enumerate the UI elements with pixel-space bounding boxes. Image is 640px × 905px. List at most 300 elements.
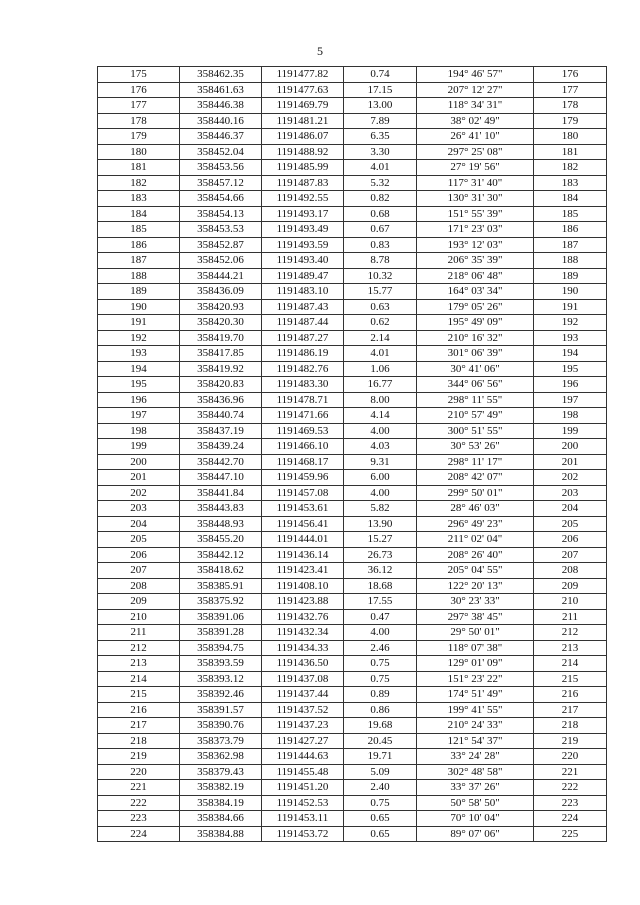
y-coordinate-cell: 1191478.71 [262, 392, 344, 408]
table-row [98, 454, 607, 470]
distance-cell: 36.12 [344, 563, 417, 579]
next-point-number-cell: 179 [534, 113, 607, 129]
distance-cell: 4.03 [344, 439, 417, 455]
table-row [98, 284, 607, 300]
y-coordinate-cell: 1191437.08 [262, 671, 344, 687]
point-number-cell: 199 [98, 439, 180, 455]
direction-angle-cell: 179° 05' 26" [417, 299, 534, 315]
direction-angle-cell: 129° 01' 09" [417, 656, 534, 672]
direction-angle-cell: 151° 55' 39" [417, 206, 534, 222]
table-row [98, 516, 607, 532]
point-number-cell: 208 [98, 578, 180, 594]
table-row [98, 191, 607, 207]
x-coordinate-cell: 358441.84 [180, 485, 262, 501]
next-point-number-cell: 217 [534, 702, 607, 718]
direction-angle-cell: 296° 49' 23" [417, 516, 534, 532]
x-coordinate-cell: 358393.12 [180, 671, 262, 687]
point-number-cell: 203 [98, 501, 180, 517]
point-number-cell: 211 [98, 625, 180, 641]
distance-cell: 17.15 [344, 82, 417, 98]
distance-cell: 9.31 [344, 454, 417, 470]
table-row [98, 594, 607, 610]
y-coordinate-cell: 1191434.33 [262, 640, 344, 656]
table-row [98, 222, 607, 238]
table-row [98, 98, 607, 114]
point-number-cell: 217 [98, 718, 180, 734]
next-point-number-cell: 220 [534, 749, 607, 765]
next-point-number-cell: 219 [534, 733, 607, 749]
table-row [98, 749, 607, 765]
direction-angle-cell: 38° 02' 49" [417, 113, 534, 129]
point-number-cell: 218 [98, 733, 180, 749]
direction-angle-cell: 117° 31' 40" [417, 175, 534, 191]
next-point-number-cell: 221 [534, 764, 607, 780]
y-coordinate-cell: 1191482.76 [262, 361, 344, 377]
distance-cell: 2.40 [344, 780, 417, 796]
table-row [98, 377, 607, 393]
next-point-number-cell: 178 [534, 98, 607, 114]
table-row [98, 501, 607, 517]
direction-angle-cell: 130° 31' 30" [417, 191, 534, 207]
table-row [98, 826, 607, 842]
distance-cell: 18.68 [344, 578, 417, 594]
table-row [98, 175, 607, 191]
direction-angle-cell: 210° 57' 49" [417, 408, 534, 424]
point-number-cell: 177 [98, 98, 180, 114]
direction-angle-cell: 297° 38' 45" [417, 609, 534, 625]
point-number-cell: 175 [98, 67, 180, 83]
distance-cell: 7.89 [344, 113, 417, 129]
y-coordinate-cell: 1191468.17 [262, 454, 344, 470]
next-point-number-cell: 206 [534, 532, 607, 548]
table-row [98, 346, 607, 362]
point-number-cell: 223 [98, 811, 180, 827]
direction-angle-cell: 210° 16' 32" [417, 330, 534, 346]
y-coordinate-cell: 1191437.52 [262, 702, 344, 718]
x-coordinate-cell: 358384.19 [180, 795, 262, 811]
y-coordinate-cell: 1191487.43 [262, 299, 344, 315]
y-coordinate-cell: 1191436.50 [262, 656, 344, 672]
next-point-number-cell: 225 [534, 826, 607, 842]
x-coordinate-cell: 358382.19 [180, 780, 262, 796]
direction-angle-cell: 298° 11' 17" [417, 454, 534, 470]
direction-angle-cell: 50° 58' 50" [417, 795, 534, 811]
direction-angle-cell: 174° 51' 49" [417, 687, 534, 703]
y-coordinate-cell: 1191489.47 [262, 268, 344, 284]
point-number-cell: 181 [98, 160, 180, 176]
next-point-number-cell: 212 [534, 625, 607, 641]
y-coordinate-cell: 1191456.41 [262, 516, 344, 532]
point-number-cell: 212 [98, 640, 180, 656]
point-number-cell: 219 [98, 749, 180, 765]
table-row [98, 206, 607, 222]
distance-cell: 6.00 [344, 470, 417, 486]
point-number-cell: 200 [98, 454, 180, 470]
point-number-cell: 188 [98, 268, 180, 284]
distance-cell: 3.30 [344, 144, 417, 160]
table-row [98, 160, 607, 176]
distance-cell: 0.63 [344, 299, 417, 315]
next-point-number-cell: 177 [534, 82, 607, 98]
distance-cell: 1.06 [344, 361, 417, 377]
direction-angle-cell: 218° 06' 48" [417, 268, 534, 284]
x-coordinate-cell: 358391.57 [180, 702, 262, 718]
x-coordinate-cell: 358453.53 [180, 222, 262, 238]
direction-angle-cell: 210° 24' 33" [417, 718, 534, 734]
table-row [98, 299, 607, 315]
table-row [98, 609, 607, 625]
point-number-cell: 202 [98, 485, 180, 501]
y-coordinate-cell: 1191457.08 [262, 485, 344, 501]
point-number-cell: 206 [98, 547, 180, 563]
next-point-number-cell: 192 [534, 315, 607, 331]
x-coordinate-cell: 358384.88 [180, 826, 262, 842]
table-row [98, 113, 607, 129]
direction-angle-cell: 28° 46' 03" [417, 501, 534, 517]
next-point-number-cell: 200 [534, 439, 607, 455]
next-point-number-cell: 181 [534, 144, 607, 160]
distance-cell: 0.62 [344, 315, 417, 331]
distance-cell: 6.35 [344, 129, 417, 145]
y-coordinate-cell: 1191483.30 [262, 377, 344, 393]
x-coordinate-cell: 358454.66 [180, 191, 262, 207]
distance-cell: 4.00 [344, 423, 417, 439]
next-point-number-cell: 194 [534, 346, 607, 362]
x-coordinate-cell: 358392.46 [180, 687, 262, 703]
direction-angle-cell: 27° 19' 56" [417, 160, 534, 176]
next-point-number-cell: 222 [534, 780, 607, 796]
x-coordinate-cell: 358457.12 [180, 175, 262, 191]
x-coordinate-cell: 358393.59 [180, 656, 262, 672]
distance-cell: 0.75 [344, 656, 417, 672]
y-coordinate-cell: 1191487.83 [262, 175, 344, 191]
next-point-number-cell: 185 [534, 206, 607, 222]
y-coordinate-cell: 1191477.82 [262, 67, 344, 83]
distance-cell: 4.01 [344, 160, 417, 176]
point-number-cell: 196 [98, 392, 180, 408]
table-row [98, 439, 607, 455]
next-point-number-cell: 224 [534, 811, 607, 827]
y-coordinate-cell: 1191469.79 [262, 98, 344, 114]
point-number-cell: 197 [98, 408, 180, 424]
x-coordinate-cell: 358418.62 [180, 563, 262, 579]
point-number-cell: 216 [98, 702, 180, 718]
point-number-cell: 204 [98, 516, 180, 532]
y-coordinate-cell: 1191423.41 [262, 563, 344, 579]
distance-cell: 19.71 [344, 749, 417, 765]
distance-cell: 0.74 [344, 67, 417, 83]
y-coordinate-cell: 1191487.44 [262, 315, 344, 331]
x-coordinate-cell: 358417.85 [180, 346, 262, 362]
point-number-cell: 192 [98, 330, 180, 346]
distance-cell: 5.09 [344, 764, 417, 780]
point-number-cell: 180 [98, 144, 180, 160]
next-point-number-cell: 191 [534, 299, 607, 315]
direction-angle-cell: 33° 37' 26" [417, 780, 534, 796]
distance-cell: 4.00 [344, 485, 417, 501]
next-point-number-cell: 202 [534, 470, 607, 486]
x-coordinate-cell: 358442.12 [180, 547, 262, 563]
table-row [98, 563, 607, 579]
next-point-number-cell: 209 [534, 578, 607, 594]
point-number-cell: 182 [98, 175, 180, 191]
distance-cell: 0.68 [344, 206, 417, 222]
point-number-cell: 176 [98, 82, 180, 98]
point-number-cell: 209 [98, 594, 180, 610]
direction-angle-cell: 171° 23' 03" [417, 222, 534, 238]
distance-cell: 0.67 [344, 222, 417, 238]
distance-cell: 4.01 [344, 346, 417, 362]
next-point-number-cell: 189 [534, 268, 607, 284]
x-coordinate-cell: 358391.06 [180, 609, 262, 625]
distance-cell: 26.73 [344, 547, 417, 563]
next-point-number-cell: 197 [534, 392, 607, 408]
table-row [98, 253, 607, 269]
x-coordinate-cell: 358447.10 [180, 470, 262, 486]
distance-cell: 15.27 [344, 532, 417, 548]
direction-angle-cell: 301° 06' 39" [417, 346, 534, 362]
x-coordinate-cell: 358439.24 [180, 439, 262, 455]
next-point-number-cell: 184 [534, 191, 607, 207]
direction-angle-cell: 206° 35' 39" [417, 253, 534, 269]
distance-cell: 10.32 [344, 268, 417, 284]
distance-cell: 0.82 [344, 191, 417, 207]
direction-angle-cell: 207° 12' 27" [417, 82, 534, 98]
distance-cell: 5.82 [344, 501, 417, 517]
table-row [98, 361, 607, 377]
table-row [98, 656, 607, 672]
direction-angle-cell: 70° 10' 04" [417, 811, 534, 827]
y-coordinate-cell: 1191486.07 [262, 129, 344, 145]
y-coordinate-cell: 1191471.66 [262, 408, 344, 424]
point-number-cell: 221 [98, 780, 180, 796]
x-coordinate-cell: 358462.35 [180, 67, 262, 83]
x-coordinate-cell: 358461.63 [180, 82, 262, 98]
y-coordinate-cell: 1191492.55 [262, 191, 344, 207]
next-point-number-cell: 216 [534, 687, 607, 703]
y-coordinate-cell: 1191487.27 [262, 330, 344, 346]
table-row [98, 764, 607, 780]
next-point-number-cell: 186 [534, 222, 607, 238]
direction-angle-cell: 194° 46' 57" [417, 67, 534, 83]
y-coordinate-cell: 1191481.21 [262, 113, 344, 129]
direction-angle-cell: 193° 12' 03" [417, 237, 534, 253]
direction-angle-cell: 30° 23' 33" [417, 594, 534, 610]
y-coordinate-cell: 1191493.49 [262, 222, 344, 238]
direction-angle-cell: 33° 24' 28" [417, 749, 534, 765]
x-coordinate-cell: 358452.04 [180, 144, 262, 160]
x-coordinate-cell: 358362.98 [180, 749, 262, 765]
direction-angle-cell: 164° 03' 34" [417, 284, 534, 300]
next-point-number-cell: 223 [534, 795, 607, 811]
direction-angle-cell: 199° 41' 55" [417, 702, 534, 718]
next-point-number-cell: 214 [534, 656, 607, 672]
y-coordinate-cell: 1191459.96 [262, 470, 344, 486]
direction-angle-cell: 118° 07' 38" [417, 640, 534, 656]
y-coordinate-cell: 1191437.44 [262, 687, 344, 703]
table-row [98, 268, 607, 284]
point-number-cell: 190 [98, 299, 180, 315]
next-point-number-cell: 180 [534, 129, 607, 145]
table-row [98, 718, 607, 734]
distance-cell: 4.14 [344, 408, 417, 424]
table-row [98, 795, 607, 811]
table-row [98, 578, 607, 594]
direction-angle-cell: 122° 20' 13" [417, 578, 534, 594]
direction-angle-cell: 300° 51' 55" [417, 423, 534, 439]
point-number-cell: 198 [98, 423, 180, 439]
next-point-number-cell: 205 [534, 516, 607, 532]
point-number-cell: 184 [98, 206, 180, 222]
next-point-number-cell: 195 [534, 361, 607, 377]
direction-angle-cell: 208° 42' 07" [417, 470, 534, 486]
y-coordinate-cell: 1191466.10 [262, 439, 344, 455]
next-point-number-cell: 198 [534, 408, 607, 424]
table-row [98, 811, 607, 827]
y-coordinate-cell: 1191437.23 [262, 718, 344, 734]
table-row [98, 392, 607, 408]
table-row [98, 702, 607, 718]
table-row [98, 144, 607, 160]
point-number-cell: 191 [98, 315, 180, 331]
y-coordinate-cell: 1191452.53 [262, 795, 344, 811]
x-coordinate-cell: 358419.70 [180, 330, 262, 346]
x-coordinate-cell: 358391.28 [180, 625, 262, 641]
y-coordinate-cell: 1191427.27 [262, 733, 344, 749]
distance-cell: 8.78 [344, 253, 417, 269]
point-number-cell: 195 [98, 377, 180, 393]
direction-angle-cell: 30° 41' 06" [417, 361, 534, 377]
point-number-cell: 213 [98, 656, 180, 672]
y-coordinate-cell: 1191477.63 [262, 82, 344, 98]
x-coordinate-cell: 358379.43 [180, 764, 262, 780]
y-coordinate-cell: 1191444.01 [262, 532, 344, 548]
distance-cell: 13.90 [344, 516, 417, 532]
point-number-cell: 220 [98, 764, 180, 780]
next-point-number-cell: 213 [534, 640, 607, 656]
next-point-number-cell: 218 [534, 718, 607, 734]
point-number-cell: 214 [98, 671, 180, 687]
distance-cell: 0.65 [344, 811, 417, 827]
direction-angle-cell: 26° 41' 10" [417, 129, 534, 145]
distance-cell: 2.46 [344, 640, 417, 656]
x-coordinate-cell: 358375.92 [180, 594, 262, 610]
y-coordinate-cell: 1191488.92 [262, 144, 344, 160]
direction-angle-cell: 118° 34' 31" [417, 98, 534, 114]
x-coordinate-cell: 358452.06 [180, 253, 262, 269]
next-point-number-cell: 188 [534, 253, 607, 269]
direction-angle-cell: 121° 54' 37" [417, 733, 534, 749]
direction-angle-cell: 205° 04' 55" [417, 563, 534, 579]
point-number-cell: 205 [98, 532, 180, 548]
next-point-number-cell: 211 [534, 609, 607, 625]
table-row [98, 82, 607, 98]
distance-cell: 19.68 [344, 718, 417, 734]
direction-angle-cell: 195° 49' 09" [417, 315, 534, 331]
table-row [98, 129, 607, 145]
distance-cell: 0.75 [344, 671, 417, 687]
table-row [98, 780, 607, 796]
direction-angle-cell: 211° 02' 04" [417, 532, 534, 548]
y-coordinate-cell: 1191493.17 [262, 206, 344, 222]
next-point-number-cell: 196 [534, 377, 607, 393]
next-point-number-cell: 203 [534, 485, 607, 501]
next-point-number-cell: 183 [534, 175, 607, 191]
point-number-cell: 178 [98, 113, 180, 129]
distance-cell: 16.77 [344, 377, 417, 393]
x-coordinate-cell: 358452.87 [180, 237, 262, 253]
table-row [98, 640, 607, 656]
distance-cell: 8.00 [344, 392, 417, 408]
x-coordinate-cell: 358420.30 [180, 315, 262, 331]
x-coordinate-cell: 358436.09 [180, 284, 262, 300]
y-coordinate-cell: 1191432.76 [262, 609, 344, 625]
point-number-cell: 224 [98, 826, 180, 842]
next-point-number-cell: 210 [534, 594, 607, 610]
next-point-number-cell: 201 [534, 454, 607, 470]
distance-cell: 0.86 [344, 702, 417, 718]
table-row [98, 330, 607, 346]
x-coordinate-cell: 358436.96 [180, 392, 262, 408]
y-coordinate-cell: 1191451.20 [262, 780, 344, 796]
x-coordinate-cell: 358385.91 [180, 578, 262, 594]
next-point-number-cell: 187 [534, 237, 607, 253]
table-row [98, 237, 607, 253]
next-point-number-cell: 207 [534, 547, 607, 563]
point-number-cell: 187 [98, 253, 180, 269]
x-coordinate-cell: 358444.21 [180, 268, 262, 284]
point-number-cell: 207 [98, 563, 180, 579]
point-number-cell: 222 [98, 795, 180, 811]
distance-cell: 0.47 [344, 609, 417, 625]
point-number-cell: 179 [98, 129, 180, 145]
x-coordinate-cell: 358440.16 [180, 113, 262, 129]
y-coordinate-cell: 1191493.40 [262, 253, 344, 269]
direction-angle-cell: 151° 23' 22" [417, 671, 534, 687]
x-coordinate-cell: 358420.83 [180, 377, 262, 393]
distance-cell: 2.14 [344, 330, 417, 346]
y-coordinate-cell: 1191423.88 [262, 594, 344, 610]
y-coordinate-cell: 1191485.99 [262, 160, 344, 176]
table-row [98, 423, 607, 439]
direction-angle-cell: 344° 06' 56" [417, 377, 534, 393]
table-row [98, 671, 607, 687]
distance-cell: 0.89 [344, 687, 417, 703]
y-coordinate-cell: 1191436.14 [262, 547, 344, 563]
x-coordinate-cell: 358440.74 [180, 408, 262, 424]
distance-cell: 5.32 [344, 175, 417, 191]
y-coordinate-cell: 1191493.59 [262, 237, 344, 253]
distance-cell: 17.55 [344, 594, 417, 610]
distance-cell: 13.00 [344, 98, 417, 114]
x-coordinate-cell: 358394.75 [180, 640, 262, 656]
direction-angle-cell: 299° 50' 01" [417, 485, 534, 501]
table-row [98, 532, 607, 548]
x-coordinate-cell: 358384.66 [180, 811, 262, 827]
x-coordinate-cell: 358448.93 [180, 516, 262, 532]
x-coordinate-cell: 358454.13 [180, 206, 262, 222]
table-body [98, 67, 607, 842]
page-number: 5 [317, 44, 323, 58]
point-number-cell: 183 [98, 191, 180, 207]
next-point-number-cell: 193 [534, 330, 607, 346]
distance-cell: 4.00 [344, 625, 417, 641]
direction-angle-cell: 208° 26' 40" [417, 547, 534, 563]
direction-angle-cell: 297° 25' 08" [417, 144, 534, 160]
point-number-cell: 193 [98, 346, 180, 362]
x-coordinate-cell: 358420.93 [180, 299, 262, 315]
point-number-cell: 194 [98, 361, 180, 377]
